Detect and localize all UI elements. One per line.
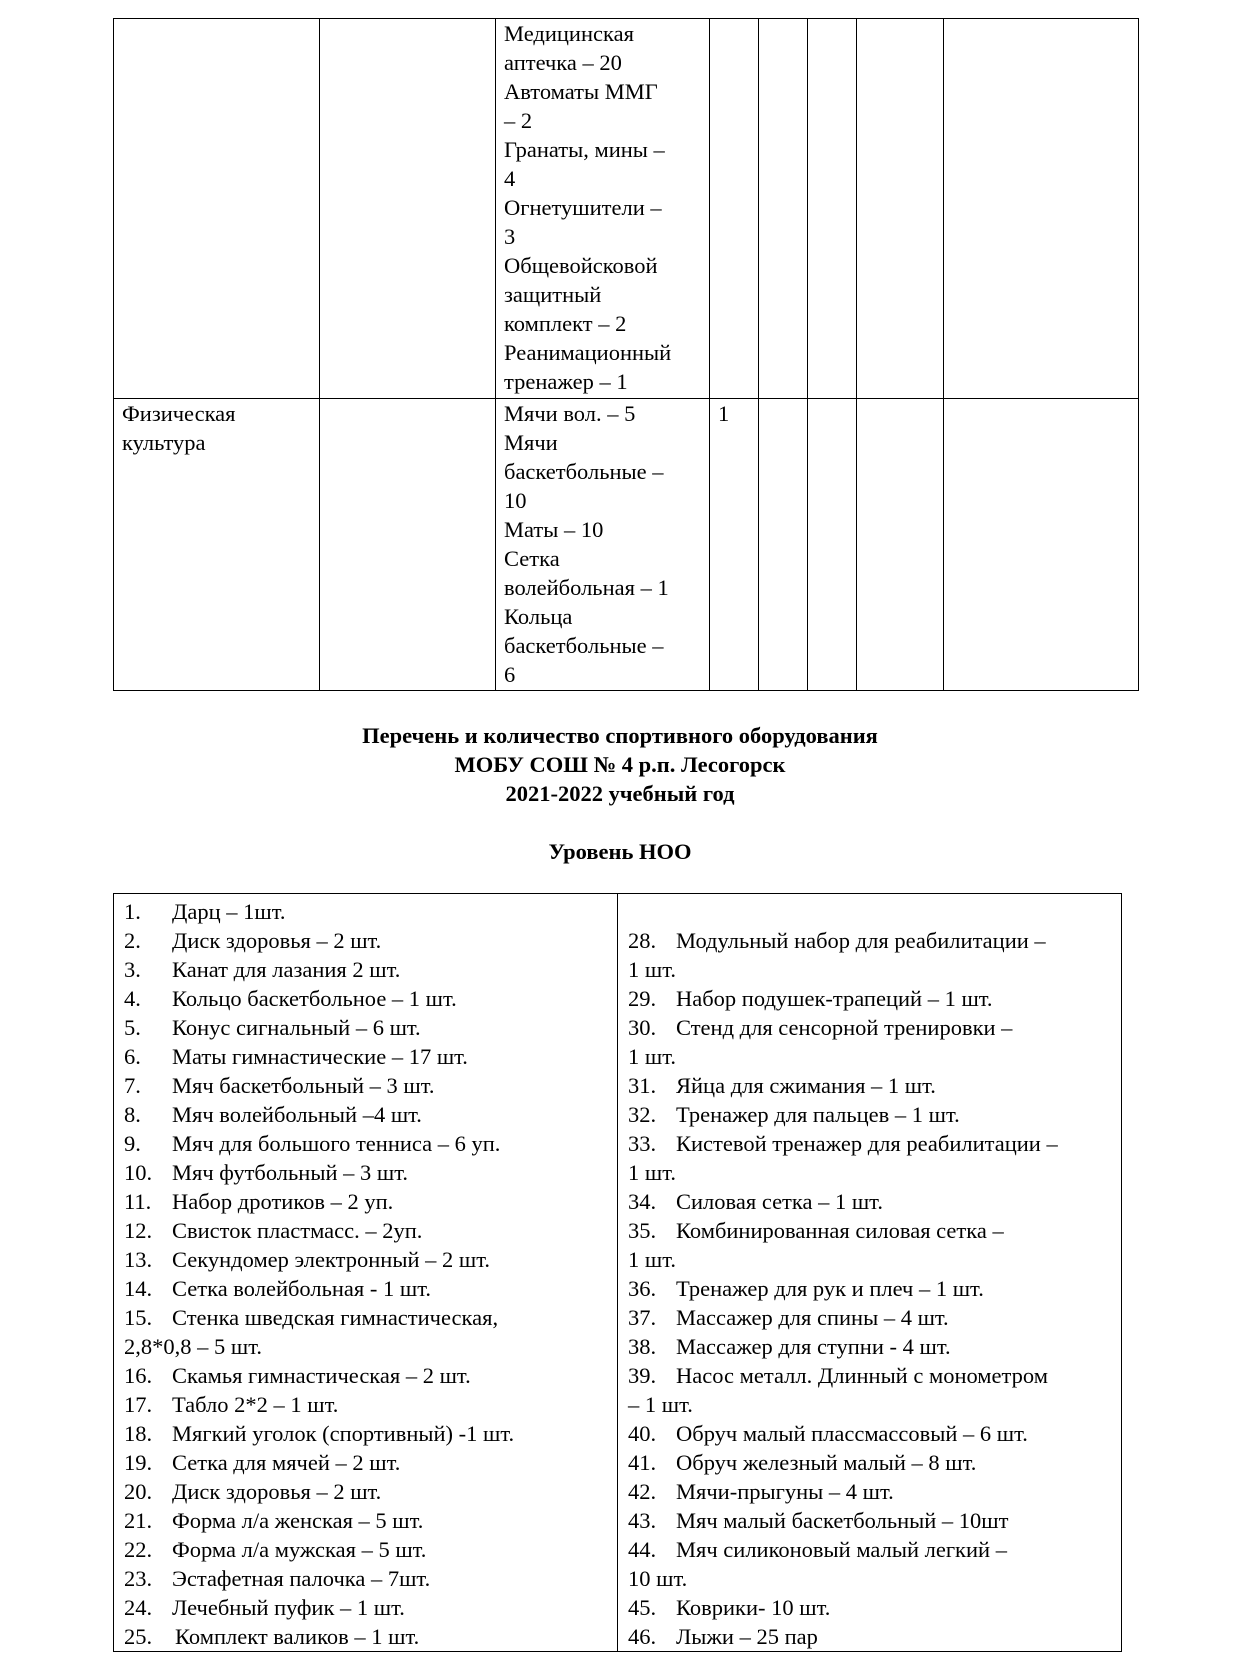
item-text: Насос металл. Длинный с монометром [676, 1363, 1048, 1388]
item-number: 21. [124, 1508, 153, 1533]
equipment-list-right [618, 894, 1121, 1651]
item-number: 25. [124, 1624, 153, 1649]
item-text: Силовая сетка – 1 шт. [676, 1189, 883, 1214]
text-line: баскетбольные – [504, 458, 664, 484]
text-line: тренажер – 1 [504, 369, 628, 394]
item-text: Мяч силиконовый малый легкий – [676, 1537, 1007, 1562]
list-item [628, 1100, 1113, 1129]
item-number: 18. [124, 1421, 153, 1446]
empty-cell [808, 398, 857, 690]
list-item [124, 926, 609, 955]
list-item [628, 1506, 1113, 1535]
list-item [124, 1419, 609, 1448]
item-text: Форма л/а женская – 5 шт. [172, 1508, 424, 1533]
item-number: 12. [124, 1218, 153, 1243]
empty-cell [944, 398, 1139, 690]
text-line: Автоматы ММГ [504, 79, 658, 104]
item-number: 10. [124, 1160, 153, 1185]
item-text: Лыжи – 25 пар [676, 1624, 818, 1649]
list-item [124, 1013, 609, 1042]
item-text: Мяч футбольный – 3 шт. [172, 1160, 408, 1185]
item-number: 22. [124, 1537, 153, 1562]
item-text: Маты гимнастические – 17 шт. [172, 1044, 468, 1069]
item-number: 30. [628, 1015, 657, 1040]
item-text-continuation: 1 шт. [628, 1247, 676, 1272]
list-title: Перечень и количество спортивного оборудования [362, 723, 878, 748]
item-number: 46. [628, 1624, 657, 1649]
item-text: Сетка волейбольная - 1 шт. [172, 1276, 431, 1301]
school-name: МОБУ СОШ № 4 р.п. Лесогорск [454, 752, 786, 777]
list-item [628, 1477, 1113, 1506]
list-item [628, 1419, 1113, 1448]
item-number: 29. [628, 986, 657, 1011]
list-item [124, 1274, 609, 1303]
text-line: Кольца [504, 603, 573, 629]
text-line: баскетбольные – [504, 632, 664, 658]
list-item [124, 897, 609, 926]
item-text: Диск здоровья – 2 шт. [172, 928, 382, 953]
item-text-continuation: 1 шт. [628, 1044, 676, 1069]
list-item [628, 1535, 1113, 1564]
list-item [124, 984, 609, 1013]
item-number: 19. [124, 1450, 153, 1475]
list-item [124, 1100, 609, 1129]
item-text: Тренажер для рук и плеч – 1 шт. [676, 1276, 984, 1301]
item-text-continuation: 2,8*0,8 – 5 шт. [124, 1334, 262, 1359]
item-number: 4. [124, 986, 141, 1011]
item-number: 36. [628, 1276, 657, 1301]
item-number: 2. [124, 928, 141, 953]
list-item [628, 1187, 1113, 1216]
list-item [628, 1071, 1113, 1100]
item-number: 43. [628, 1508, 657, 1533]
item-text: Тренажер для пальцев – 1 шт. [676, 1102, 960, 1127]
table-row [114, 19, 1139, 399]
item-text: Массажер для ступни - 4 шт. [676, 1334, 951, 1359]
item-number: 16. [124, 1363, 153, 1388]
list-item [628, 1303, 1113, 1332]
right-column [618, 894, 1122, 1652]
equipment-lines [504, 399, 701, 689]
count-cell [710, 19, 759, 399]
list-item [124, 1506, 609, 1535]
equipment-cell [496, 398, 710, 690]
item-number: 7. [124, 1073, 141, 1098]
item-number: 20. [124, 1479, 153, 1504]
list-item [628, 1013, 1113, 1042]
item-text: Конус сигнальный – 6 шт. [172, 1015, 421, 1040]
item-text: Сетка для мячей – 2 шт. [172, 1450, 401, 1475]
item-text: Яйца для сжимания – 1 шт. [676, 1073, 936, 1098]
school-year: 2021-2022 учебный год [505, 781, 735, 806]
item-text: Набор дротиков – 2 уп. [172, 1189, 394, 1214]
list-item [124, 1622, 609, 1651]
text-line: аптечка – 20 [504, 50, 622, 75]
list-item [124, 1129, 609, 1158]
item-text: Обруч железный малый – 8 шт. [676, 1450, 977, 1475]
list-item [628, 1361, 1113, 1390]
item-text: Дарц – 1шт. [172, 899, 286, 924]
empty-cell [808, 19, 857, 399]
item-text: Мячи-прыгуны – 4 шт. [676, 1479, 894, 1504]
item-text: Комбинированная силовая сетка – [676, 1218, 1004, 1243]
list-item [124, 1390, 609, 1419]
item-number: 41. [628, 1450, 657, 1475]
text-line: комплект – 2 [504, 311, 627, 336]
list-item [124, 1448, 609, 1477]
text-line: 3 [504, 224, 516, 249]
list-item [124, 955, 609, 984]
text-line: – 2 [504, 108, 533, 133]
text-line: Огнетушители – [504, 195, 662, 220]
item-text: Секундомер электронный – 2 шт. [172, 1247, 490, 1272]
list-item [124, 1477, 609, 1506]
list-item [628, 1622, 1113, 1651]
list-item [124, 1071, 609, 1100]
item-number: 42. [628, 1479, 657, 1504]
list-item [124, 1216, 609, 1245]
text-line: Общевойсковой [504, 253, 658, 278]
item-number: 8. [124, 1102, 141, 1127]
item-number: 44. [628, 1537, 657, 1562]
list-item [124, 1593, 609, 1622]
item-text: Коврики- 10 шт. [676, 1595, 831, 1620]
count-cell [710, 398, 759, 690]
text-line: Сетка [504, 545, 560, 571]
item-number: 39. [628, 1363, 657, 1388]
item-text: Мяч для большого тенниса – 6 уп. [172, 1131, 501, 1156]
level-heading: Уровень НОО [548, 839, 692, 864]
item-number: 31. [628, 1073, 657, 1098]
item-text: Мяч баскетбольный – 3 шт. [172, 1073, 435, 1098]
item-text-continuation: 1 шт. [628, 1160, 676, 1185]
item-text: Скамья гимнастическая – 2 шт. [172, 1363, 471, 1388]
item-text: Мягкий уголок (спортивный) -1 шт. [172, 1421, 515, 1446]
list-item [124, 1187, 609, 1216]
list-item [628, 984, 1113, 1013]
empty-cell [759, 398, 808, 690]
item-number: 24. [124, 1595, 153, 1620]
list-item [124, 1564, 609, 1593]
text-line: 6 [504, 661, 516, 687]
text-line: Маты – 10 [504, 516, 604, 542]
item-number: 15. [124, 1305, 153, 1330]
item-text: Модульный набор для реабилитации – [676, 928, 1046, 953]
list-item [124, 1158, 609, 1187]
subject-cell [114, 19, 320, 399]
item-text: Массажер для спины – 4 шт. [676, 1305, 949, 1330]
item-number: 45. [628, 1595, 657, 1620]
list-item [124, 1535, 609, 1564]
list-item [628, 1332, 1113, 1361]
list-item [124, 1303, 609, 1332]
item-number: 35. [628, 1218, 657, 1243]
item-text: Диск здоровья – 2 шт. [172, 1479, 382, 1504]
list-item [124, 1361, 609, 1390]
text-line: волейбольная – 1 [504, 574, 669, 600]
item-number: 11. [124, 1189, 152, 1214]
item-text: Стенка шведская гимнастическая, [172, 1305, 499, 1330]
empty-cell [320, 398, 496, 690]
item-text: Лечебный пуфик – 1 шт. [172, 1595, 405, 1620]
item-number: 34. [628, 1189, 657, 1214]
text-line: Гранаты, мины – [504, 137, 665, 162]
list-item [124, 1042, 609, 1071]
item-number: 17. [124, 1392, 153, 1417]
equipment-lines [504, 19, 701, 396]
subject-lines [122, 399, 311, 457]
item-number: 37. [628, 1305, 657, 1330]
equipment-cell [496, 19, 710, 399]
text-line: защитный [504, 282, 602, 307]
item-text: Свисток пластмасс. – 2уп. [172, 1218, 423, 1243]
item-text: Табло 2*2 – 1 шт. [172, 1392, 339, 1417]
item-number: 28. [628, 928, 657, 953]
empty-cell [857, 398, 944, 690]
item-number: 13. [124, 1247, 153, 1272]
text-line: Реанимационный [504, 340, 672, 365]
item-text: Набор подушек-трапеций – 1 шт. [676, 986, 993, 1011]
list-item [628, 1216, 1113, 1245]
subject-cell [114, 398, 320, 690]
item-text: Кистевой тренажер для реабилитации – [676, 1131, 1058, 1156]
table-row [114, 398, 1139, 690]
item-text: Мяч волейбольный –4 шт. [172, 1102, 422, 1127]
item-text: Комплект валиков – 1 шт. [175, 1624, 420, 1649]
item-number: 40. [628, 1421, 657, 1446]
list-item [628, 926, 1113, 955]
item-text: Кольцо баскетбольное – 1 шт. [172, 986, 457, 1011]
text-line: культура [122, 429, 206, 455]
item-number: 1. [124, 899, 141, 924]
empty-cell [320, 19, 496, 399]
count-value: 1 [718, 400, 730, 426]
item-text-continuation: – 1 шт. [628, 1392, 693, 1417]
item-number: 32. [628, 1102, 657, 1127]
list-item [628, 1274, 1113, 1303]
equipment-list-left [114, 894, 617, 1651]
empty-cell [944, 19, 1139, 399]
item-text: Форма л/а мужская – 5 шт. [172, 1537, 427, 1562]
item-number: 14. [124, 1276, 153, 1301]
item-number: 33. [628, 1131, 657, 1156]
empty-cell [857, 19, 944, 399]
item-number: 5. [124, 1015, 141, 1040]
item-text: Мяч малый баскетбольный – 10шт [676, 1508, 1009, 1533]
list-item [628, 1593, 1113, 1622]
text-line: Медицинская [504, 21, 634, 46]
equipment-subject-table [113, 18, 1139, 691]
item-text: Канат для лазания 2 шт. [172, 957, 401, 982]
equipment-list-table [113, 893, 1122, 1652]
item-text-continuation: 1 шт. [628, 957, 676, 982]
item-number: 6. [124, 1044, 141, 1069]
text-line: 10 [504, 487, 527, 513]
item-text: Эстафетная палочка – 7шт. [172, 1566, 431, 1591]
item-number: 38. [628, 1334, 657, 1359]
empty-cell [759, 19, 808, 399]
left-column [114, 894, 618, 1652]
text-line: Физическая [122, 400, 236, 426]
text-line: Мячи вол. – 5 [504, 400, 636, 426]
item-text-continuation: 10 шт. [628, 1566, 688, 1591]
list-item [628, 1129, 1113, 1158]
list-item [124, 1245, 609, 1274]
item-text: Обруч малый плассмассовый – 6 шт. [676, 1421, 1028, 1446]
item-number: 23. [124, 1566, 153, 1591]
list-item [628, 1448, 1113, 1477]
text-line: Мячи [504, 429, 558, 455]
item-text: Стенд для сенсорной тренировки – [676, 1015, 1013, 1040]
text-line: 4 [504, 166, 516, 191]
item-number: 3. [124, 957, 141, 982]
item-number: 9. [124, 1131, 141, 1156]
